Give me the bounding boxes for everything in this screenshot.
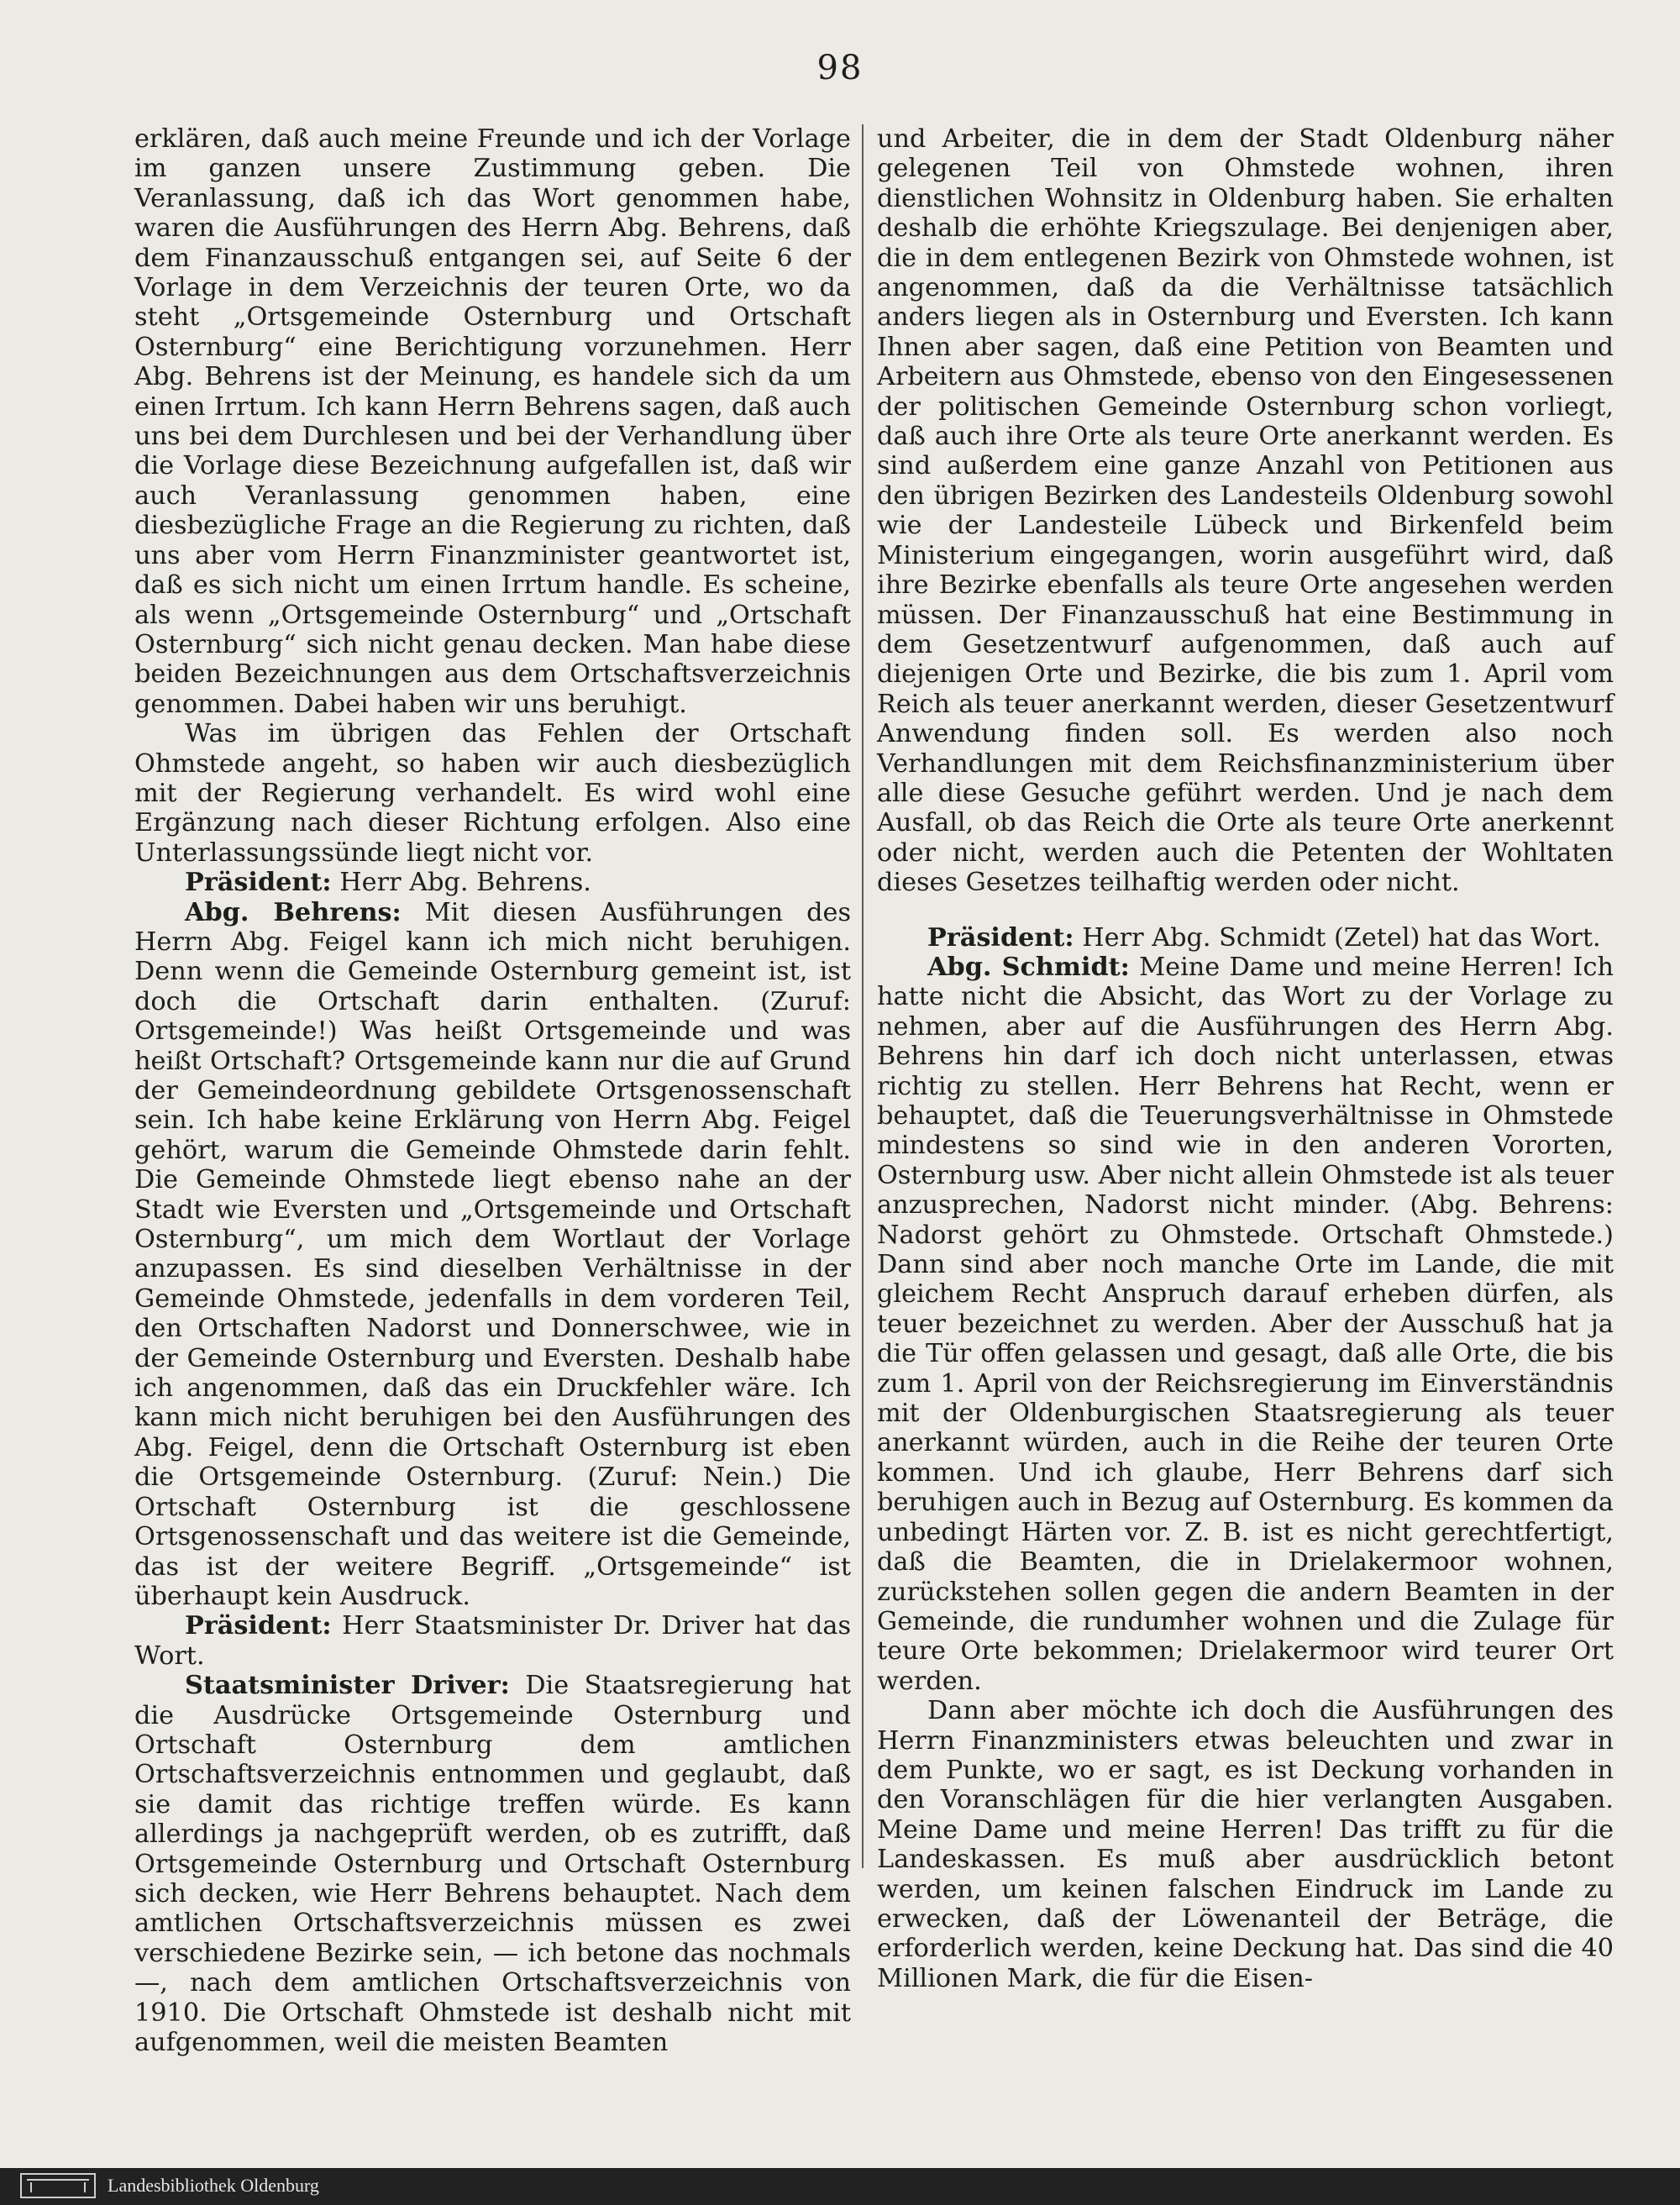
speech-text: Herr Staatsminister Dr. Driver hat das Wort. [134, 1611, 851, 1671]
right-paragraph-4: Dann aber möchte ich doch die Ausführungen des Herrn Finanzministers etwas beleuchten und zwar in dem Punkte, wo er sagt, es ist Deckung vorhanden in den Voranschlägen für die hier verlangten Ausgaben. Meine Dame und meine Herren! Das trifft zu für die Landeskassen. Es muß aber ausdrücklich betont werden, um keinen falschen Eindruck im Lande zu erwecken, daß der Löwenanteil der Beträge, die erforderlich werden, keine Deckung hat. Das sind die 40 Millionen Mark, die für die Eisen- [877, 1696, 1614, 1993]
left-paragraph-3 [134, 868, 851, 897]
left-column [134, 124, 851, 2057]
speech-text: Meine Dame und meine Herren! Ich hatte nicht die Absicht, das Wort zu der Vorlage zu nehmen, aber auf die Ausführungen des Herrn Abg. Behrens hin darf ich doch nicht unterlassen, etwas richtig zu stellen. Herr Behrens hat Recht, wenn er behauptet, daß die Teuerungsverhältnisse in Ohmstede mindestens so sind wie in den anderen Vororten, Osternburg usw. Aber nicht allein Ohmstede ist als teuer anzusprechen, Nadorst nicht minder. (Abg. Behrens: Nadorst gehört zu Ohmstede. Ortschaft Ohmstede.) Dann sind aber noch manche Orte im Lande, die mit gleichem Recht Anspruch darauf erheben dürfen, als teuer bezeichnet zu werden. Aber der Ausschuß hat ja die Tür offen gelassen und gesagt, daß alle Orte, die bis zum 1. April von der Reichsregierung im Einverständnis mit der Oldenburgischen Staatsregierung als teuer anerkannt würden, auch in die Reihe der teuren Orte kommen. Und ich glaube, Herr Behrens darf sich beruhigen auch in Bezug auf Osternburg. Es kommen da unbedingt Härten vor. Z. B. ist es nicht gerechtfertigt, daß die Beamten, die in Drielakermoor wohnen, zurückstehen sollen gegen die andern Beamten in der Gemeinde, die rundumher wohnen und die Zulage für teure Orte bekommen; Drielakermoor wird teurer Ort werden. [877, 952, 1614, 1696]
left-paragraph-4 [134, 898, 851, 1612]
speaker-label: Staatsminister Driver: [185, 1671, 510, 1701]
left-paragraph-5 [134, 1611, 851, 1671]
page-number: 98 [816, 49, 864, 87]
right-paragraph-2 [877, 923, 1614, 953]
left-paragraph-1: erklären, daß auch meine Freunde und ich der Vorlage im ganzen unsere Zustimmung geben. Die Veranlassung, daß ich das Wort genommen habe, waren die Ausführungen des Herrn Abg. Behrens, daß dem Finanzausschuß entgangen sei, auf Seite 6 der Vorlage in dem Verzeichnis der teuren Orte, wo da steht „Ortsgemeinde Osternburg und Ortschaft Osternburg“ eine Berichtigung vorzunehmen. Herr Abg. Behrens ist der Meinung, es handele sich da um einen Irrtum. Ich kann Herrn Behrens sagen, daß auch uns bei dem Durchlesen und bei der Verhandlung über die Vorlage diese Bezeichnung aufgefallen ist, daß wir auch Veranlassung genommen haben, eine diesbezügliche Frage an die Regierung zu richten, daß uns aber vom Herrn Finanzminister geantwortet ist, daß es sich nicht um einen Irrtum handle. Es scheine, als wenn „Ortsgemeinde Osternburg“ und „Ortschaft Osternburg“ sich nicht genau decken. Man habe diese beiden Bezeichnungen aus dem Ortschaftsverzeichnis genommen. Dabei haben wir uns beruhigt. [134, 124, 851, 719]
footer-bar [0, 2168, 1680, 2205]
right-paragraph-1: und Arbeiter, die in dem der Stadt Oldenburg näher gelegenen Teil von Ohmstede wohnen, ihren dienstlichen Wohnsitz in Oldenburg haben. Sie erhalten deshalb die erhöhte Kriegszulage. Bei denjenigen aber, die in dem entlegenen Bezirk von Ohmstede wohnen, ist angenommen, daß da die Verhältnisse tatsächlich anders liegen als in Osternburg und Eversten. Ich kann Ihnen aber sagen, daß eine Petition von Beamten und Arbeitern aus Ohmstede, ebenso von den Eingesessenen der politischen Gemeinde Osternburg schon vorliegt, daß auch ihre Orte als teure Orte anerkannt werden. Es sind außerdem eine ganze Anzahl von Petitionen aus den übrigen Bezirken des Landesteils Oldenburg sowohl wie der Landesteile Lübeck und Birkenfeld beim Ministerium eingegangen, worin ausgeführt wird, daß ihre Bezirke ebenfalls als teure Orte angesehen werden müssen. Der Finanzausschuß hat eine Bestimmung in dem Gesetzentwurf aufgenommen, daß auch auf diejenigen Orte und Bezirke, die bis zum 1. April vom Reich als teuer anerkannt werden, dieser Gesetzentwurf Anwendung finden soll. Es werden also noch Verhandlungen mit dem Reichsfinanzministerium über alle diese Gesuche geführt werden. Und je nach dem Ausfall, ob das Reich die Orte als teure Orte anerkennt oder nicht, werden auch die Petenten der Wohltaten dieses Gesetzes teilhaftig werden oder nicht. [877, 124, 1614, 898]
left-paragraph-6 [134, 1671, 851, 2057]
library-building-icon [20, 2173, 96, 2198]
speech-text: Die Staatsregierung hat die Ausdrücke Ortsgemeinde Osternburg und Ortschaft Osternburg dem amtlichen Ortschaftsverzeichnis entnommen und geglaubt, daß sie damit das richtige treffen würde. Es kann allerdings ja nachgeprüft werden, ob es zutrifft, daß Ortsgemeinde Osternburg und Ortschaft Osternburg sich decken, wie Herr Behrens behauptet. Nach dem amtlichen Ortschaftsverzeichnis müssen es zwei verschiedene Bezirke sein, — ich betone das nochmals —, nach dem amtlichen Ortschaftsverzeichnis von 1910. Die Ortschaft Ohmstede ist deshalb nicht mit aufgenommen, weil die meisten Beamten [134, 1671, 852, 2057]
speaker-label: Präsident: [185, 1611, 332, 1641]
speaker-label: Abg. Behrens: [185, 897, 402, 927]
right-column [877, 124, 1614, 1993]
speaker-label: Präsident: [927, 922, 1074, 953]
column-divider [862, 124, 864, 1868]
speaker-label: Präsident: [185, 868, 332, 898]
right-paragraph-3 [877, 953, 1614, 1696]
left-paragraph-2: Was im übrigen das Fehlen der Ortschaft Ohmstede angeht, so haben wir auch diesbezüglich mit der Regierung verhandelt. Es wird wohl eine Ergänzung nach dieser Richtung erfolgen. Also eine Unterlassungssünde liegt nicht vor. [134, 719, 851, 868]
speaker-label: Abg. Schmidt: [927, 952, 1130, 982]
speech-text: Herr Abg. Schmidt (Zetel) hat das Wort. [1082, 922, 1601, 953]
speech-text: Mit diesen Ausführungen des Herrn Abg. Feigel kann ich mich nicht beruhigen. Denn wenn die Gemeinde Osternburg gemeint ist, ist doch die Ortschaft darin enthalten. (Zuruf: Ortsgemeinde!) Was heißt Ortsgemeinde und was heißt Ortschaft? Ortsgemeinde kann nur die auf Grund der Gemeindeordnung gebildete Ortsgenossenschaft sein. Ich habe keine Erklärung von Herrn Abg. Feigel gehört, warum die Gemeinde Ohmstede darin fehlt. Die Gemeinde Ohmstede liegt ebenso nahe an der Stadt wie Eversten und „Ortsgemeinde und Ortschaft Osternburg“, um mich dem Wortlaut der Vorlage anzupassen. Es sind dieselben Verhältnisse in der Gemeinde Ohmstede, jedenfalls in dem vorderen Teil, den Ortschaften Nadorst und Donnerschwee, wie in der Gemeinde Osternburg und Eversten. Deshalb habe ich angenommen, daß das ein Druckfehler wäre. Ich kann mich nicht beruhigen bei den Ausführungen des Abg. Feigel, denn die Ortschaft Osternburg ist eben die Ortsgemeinde Osternburg. (Zuruf: Nein.) Die Ortschaft Osternburg ist die geschlossene Ortsgenossenschaft und das weitere ist die Gemeinde, das ist der weitere Begriff. „Ortsgemeinde“ ist überhaupt kein Ausdruck. [134, 897, 851, 1611]
speech-text: Herr Abg. Behrens. [339, 868, 591, 898]
library-name: Landesbibliothek Oldenburg [108, 2175, 319, 2196]
